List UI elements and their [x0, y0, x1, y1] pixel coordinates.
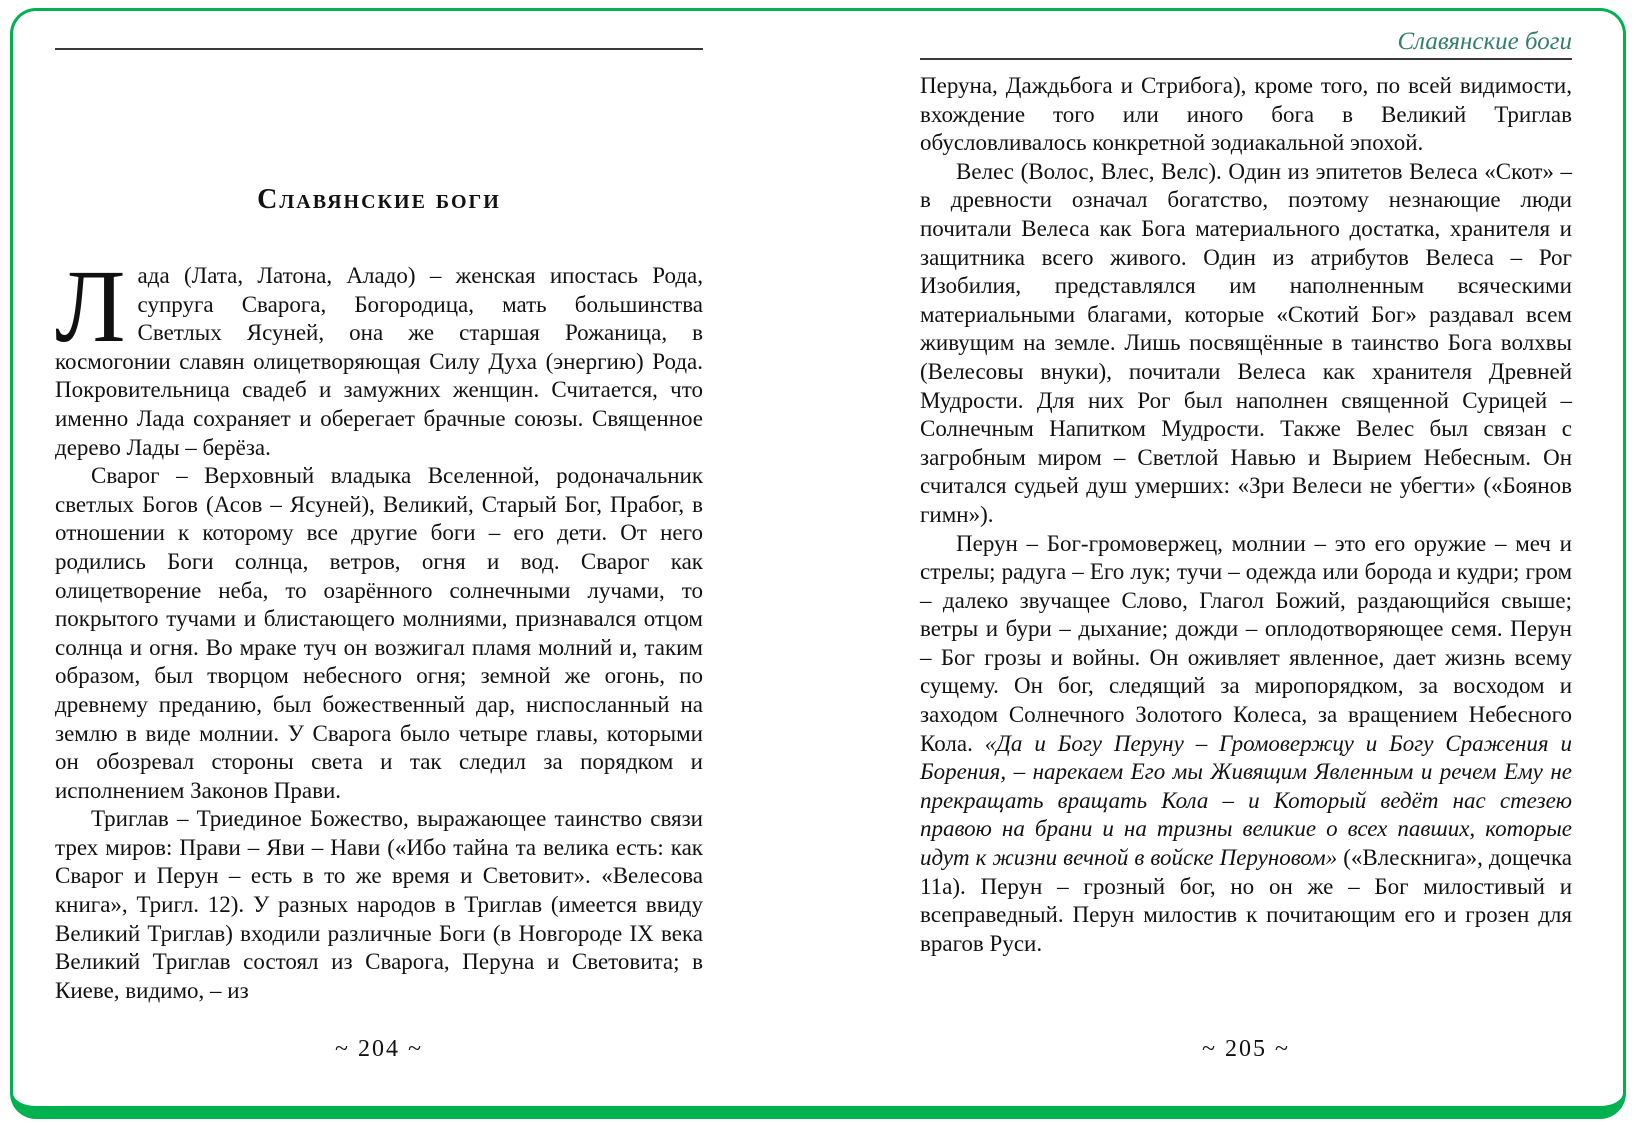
- body-text: Триглав – Триединое Божество, выражающее таинство связи трех миров: Прави – Яви – Нави («Ибо тайна та велика есть: как Сварог и Перун – есть в то же время и Световит». «Велесова книга», Тригл. 12). У разных народов в Триглав (имеется ввиду Великий Триглав) входили различные Боги (в Новгороде IX века Великий Триглав состоял из Сварога, Перуна и Световита; в Киеве, видимо, – из: [55, 806, 703, 1003]
- body-text: Перун – Бог-громовержец, молнии – это его оружие – меч и стрелы; радуга – Его лук; тучи – одежда или борода и кудри; гром – далеко звучащее Слово, Глагол Божий, раздающийся свыше; ветры и бури – дыхание; дожди – оплодотворяющее семя. Перун – Бог грозы и войны. Он оживляет явленное, дает жизнь всему сущему. Он бог, следящий за миропорядком, за восходом и заходом Солнечного Золотого Колеса, за вращением Небесного Кола.: [920, 530, 1572, 756]
- body-text: Перуна, Даждьбога и Стрибога), кроме того, по всей видимости, вхождение того или иного бога в Великий Триглав обусловливалось конкретной зодиакальной эпохой.: [920, 73, 1572, 156]
- running-header: Славянские боги: [1397, 28, 1572, 55]
- paragraph: [55, 249, 703, 462]
- page-number-left: ~ 204 ~: [335, 1036, 423, 1062]
- chapter-title: Славянские боги: [257, 184, 501, 215]
- page-number-right: ~ 205 ~: [1202, 1036, 1290, 1062]
- page-right: [920, 28, 1572, 1065]
- header-rule-left: [55, 48, 703, 50]
- body-text: Велес (Волос, Влес, Велс). Один из эпитетов Велеса «Скот» – в древности означал богатство, поэтому незнающие люди почитали Велеса как Бога материального достатка, хранителя и защитника всего живого. Один из атрибутов Велеса – Рог Изобилия, представлялся им наполненным всяческими материальными благами, которые «Скотий Бог» раздавал всем живущим на земле. Лишь посвящённые в таинство Бога волхвы (Велесовы внуки), почитали Велеса как хранителя Древней Мудрости. Для них Рог был наполнен священной Сурицей – Солнечным Напитком Мудрости. Также Велес был связан с загробным миром – Светлой Навью и Вырием Небесным. Он считался судьей душ умерших: «Зри Велеси не убегти» («Боянов гимн»).: [920, 158, 1572, 527]
- page-body-right: [920, 72, 1572, 958]
- body-text: («Влескнига», дощечка 11а). Перун – грозный бог, но он же – Бог милостивый и всеправедный. Перун милостив к почитающим его и грозен для врагов Руси.: [920, 845, 1572, 956]
- body-text: Сварог – Верховный владыка Вселенной, родоначальник светлых Богов (Асов – Ясуней), Великий, Старый Бог, Прабог, в отношении к которому все другие боги – его дети. От него родились Боги солнца, ветров, огня и вод. Сварог как олицетворение неба, то озарённого солнечными лучами, то покрытого тучами и блистающего молниями, признавался отцом солнца и огня. Во мраке туч он возжигал пламя молний и, таким образом, был творцом небесного огня; земной же огонь, по древнему преданию, был божественный дар, ниспосланный на землю в виде молнии. У Сварога было четыре главы, которыми он обозревал стороны света и так следил за порядком и исполнением Законов Прави.: [55, 463, 703, 803]
- body-text: ада (Лата, Латона, Аладо) – женская ипостась Рода, супруга Сварога, Богородица, мать большинства Светлых Ясуней, она же старшая Рожаница, в космогонии славян олицетворяющая Силу Духа (энергию) Рода. Покровительница свадеб и замужних женщин. Считается, что именно Лада сохраняет и оберегает брачные союзы. Священное дерево Лады – берёза.: [55, 263, 703, 460]
- page-header-right: [920, 28, 1572, 60]
- page-left: [55, 40, 703, 1065]
- quote-italic-text: «Да и Богу Перуну – Громовержцу и Богу Сражения и Борения, – нарекаем Его мы Живящим Явленным и речем Ему не прекращать вращать Кола – и Который ведёт нас стезею правою на брани и на тризны великие о всех павших, которые идут к жизни вечной в войске Перуновом»: [920, 730, 1572, 871]
- header-rule-right: [920, 58, 1572, 60]
- page-body-left: [55, 249, 703, 1005]
- paragraph: [920, 158, 1572, 530]
- paragraph: [55, 805, 703, 1005]
- paragraph: [55, 462, 703, 805]
- paragraph: [920, 530, 1572, 959]
- paragraph: [920, 72, 1572, 158]
- page-header-left: [55, 40, 703, 50]
- drop-cap: Л: [55, 249, 126, 364]
